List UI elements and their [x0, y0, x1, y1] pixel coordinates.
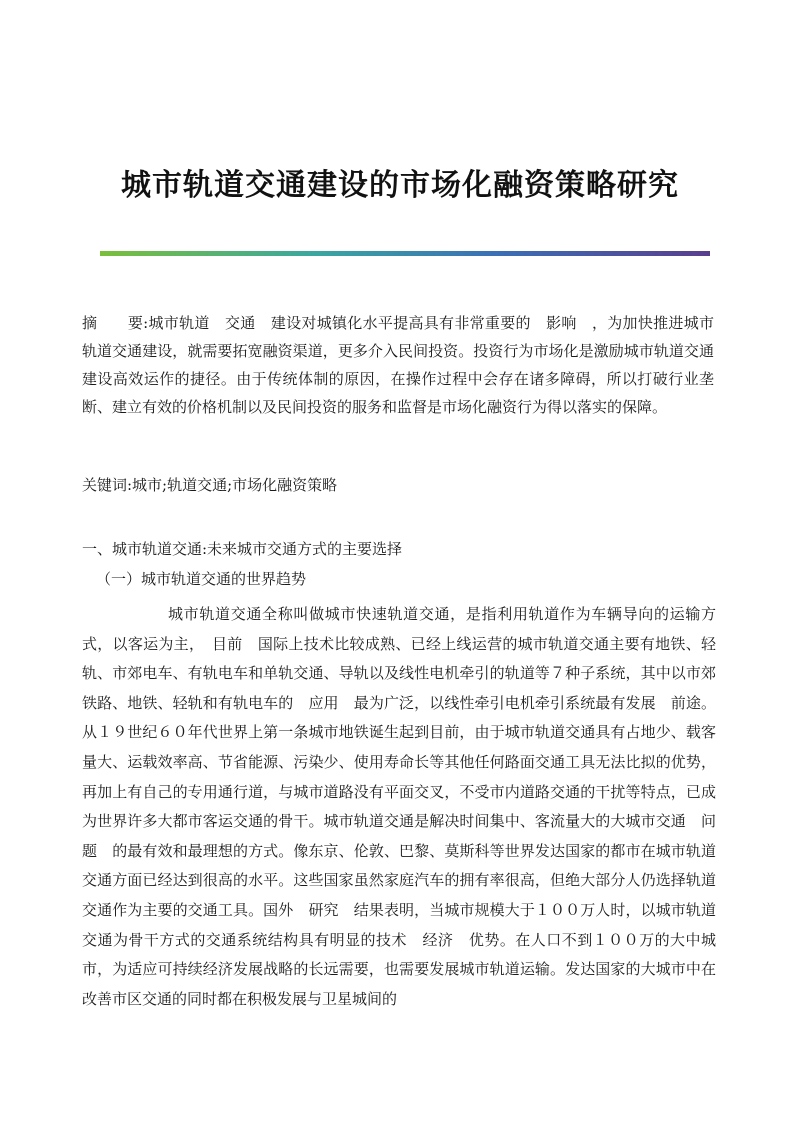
subsection-heading: （一）城市轨道交通的世界趋势	[96, 570, 307, 588]
body-paragraph: 城市轨道交通全称叫做城市快速轨道交通，是指利用轨道作为车辆导向的运输方式，以客运为主， 目前 国际上技术比较成熟、已经上线运营的城市轨道交通主要有地铁、轻轨、市郊电车、有轨电车和单轨交通、导轨以及线性电机牵引的轨道等７种子系统，其中以市郊铁路、地铁、轻轨和有轨电车的 应用 最为广泛，以线性牵引电机牵引系统最有发展 前途。从１９世纪６０年代世界上第一条城市地铁诞生起到目前，由于城市轨道交通具有占地少、载客量大、运载效率高、节省能源、污染少、使用寿命长等其他任何路面交通工具无法比拟的优势，再加上有自己的专用通行道，与城市道路没有平面交叉，不受市内道路交通的干扰等特点，已成为世界许多大都市客运交通的骨干。城市轨道交通是解决时间集中、客流量大的大城市交通 问题 的最有效和最理想的方式。像东京、伦敦、巴黎、莫斯科等世界发达国家的都市在城市轨道交通方面已经达到很高的水平。这些国家虽然家庭汽车的拥有率很高，但绝大部分人仍选择轨道交通作为主要的交通工具。国外 研究 结果表明，当城市规模大于１００万人时，以城市轨道交通为骨干方式的交通系统结构具有明显的技术 经济 优势。在人口不到１００万的大中城市，为适应可持续经济发展战略的长远需要，也需要发展城市轨道运输。发达国家的大城市中在改善市区交通的同时都在积极发展与卫星城间的	[82, 605, 716, 1008]
section-heading: 一、城市轨道交通:未来城市交通方式的主要选择	[82, 540, 403, 558]
abstract-paragraph: 摘 要:城市轨道 交通 建设对城镇化水平提高具有非常重要的 影响 ，为加快推进城市轨道交通建设，就需要拓宽融资渠道，更多介入民间投资。投资行为市场化是激励城市轨道交通建设高效运作的捷径。由于传统体制的原因，在操作过程中会存在诸多障碍，所以打破行业垄断、建立有效的价格机制以及民间投资的服务和监督是市场化融资行为得以落实的保障。	[82, 314, 714, 416]
document-title: 城市轨道交通建设的市场化融资策略研究	[121, 168, 679, 203]
keywords-line: 关键词:城市;轨道交通;市场化融资策略	[82, 476, 338, 494]
title-divider	[100, 251, 710, 256]
